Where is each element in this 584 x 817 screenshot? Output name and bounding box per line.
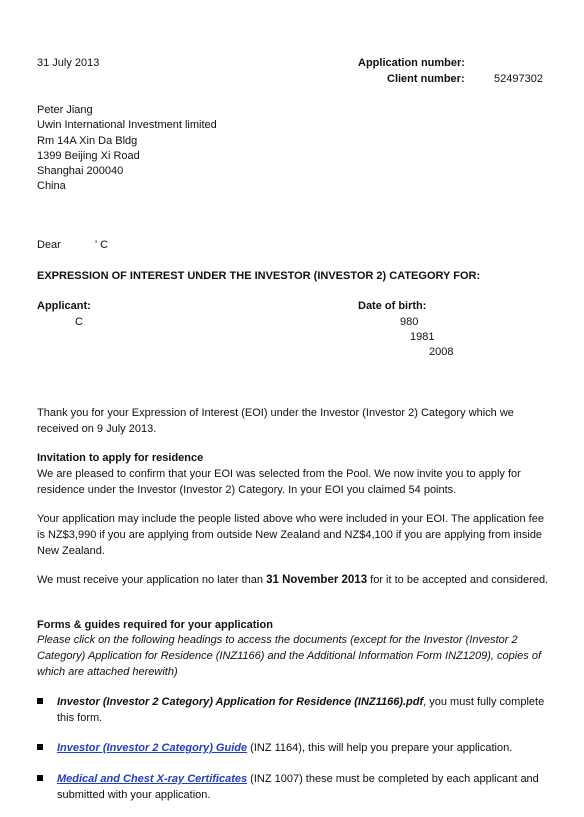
letter-date: 31 July 2013 xyxy=(37,57,100,69)
dob-row-3: 2008 xyxy=(429,346,454,358)
deadline-date: 31 November 2013 xyxy=(266,574,368,586)
guide-inz1164-text: (INZ 1164), this will help you prepare your application. xyxy=(247,742,513,754)
forms-title: Forms & guides required for your application xyxy=(37,619,273,631)
guide-inz1164-link[interactable]: Investor (Investor 2 Category) Guide xyxy=(57,742,248,754)
address-line-3: Shanghai 200040 xyxy=(37,165,124,178)
salutation-dear: Dear xyxy=(37,239,61,251)
date-of-birth-label: Date of birth: xyxy=(358,300,427,312)
medical-certificates-text: (INZ 1007) these must be completed by each applicant and submitted with your application. xyxy=(57,773,539,801)
deadline-text-before: We must receive your application no later than xyxy=(37,574,264,586)
dob-row-2: 1981 xyxy=(410,331,435,343)
address-country: China xyxy=(37,180,66,193)
applicant-label: Applicant: xyxy=(37,300,91,312)
recipient-company: Uwin International Investment limited xyxy=(37,119,217,132)
medical-certificates-link[interactable]: Medical and Chest X-ray Certificates xyxy=(57,773,248,785)
bullet-square-icon xyxy=(37,698,43,704)
salutation-name-fragment: ' C xyxy=(95,239,109,251)
form-inz1166-text: , you must fully complete this form. xyxy=(57,696,545,724)
list-item xyxy=(37,694,557,726)
client-number-value: 52497302 xyxy=(494,73,543,85)
address-line-2: 1399 Beijing Xi Road xyxy=(37,149,140,162)
applicant-name-fragment: C xyxy=(75,316,83,328)
bullet-square-icon xyxy=(37,744,43,750)
client-number-label: Client number: xyxy=(387,73,465,85)
list-item xyxy=(37,771,557,803)
bullet-square-icon xyxy=(37,775,43,781)
intro-paragraph: Thank you for your Expression of Interest (EOI) under the Investor (Investor 2) Category which we received on 9 July 2013. xyxy=(37,407,514,435)
recipient-name: Peter Jiang xyxy=(37,104,93,116)
invitation-paragraph: We are pleased to confirm that your EOI was selected from the Pool. We now invite you to apply for residence under the Investor (Investor 2) Category. In your EOI you claimed 54 points. xyxy=(37,468,521,496)
dob-row-1: 980 xyxy=(400,316,419,328)
list-item xyxy=(37,740,557,756)
fee-paragraph: Your application may include the people listed above who were included in your EOI. The application fee is NZ$3,990 if you are applying from outside New Zealand and NZ$4,100 if you are applying from inside New Zealand. xyxy=(37,513,544,557)
address-block xyxy=(37,103,217,195)
forms-instruction: Please click on the following headings to access the documents (except for the Investor (Investor 2 Category) Application for Residence (INZ1166) and the Additional Information Form INZ1209), copies of which are attached herewith) xyxy=(37,634,542,678)
address-line-1: Rm 14A Xin Da Bldg xyxy=(37,134,138,147)
application-number-label: Application number: xyxy=(358,57,465,69)
letter-heading: EXPRESSION OF INTEREST UNDER THE INVESTOR (INVESTOR 2) CATEGORY FOR: xyxy=(37,270,481,282)
form-inz1166-title: Investor (Investor 2 Category) Application for Residence (INZ1166).pdf xyxy=(57,696,424,708)
deadline-paragraph xyxy=(37,572,552,588)
invitation-title: Invitation to apply for residence xyxy=(37,452,204,464)
deadline-text-after: for it to be accepted and considered. xyxy=(367,574,549,586)
